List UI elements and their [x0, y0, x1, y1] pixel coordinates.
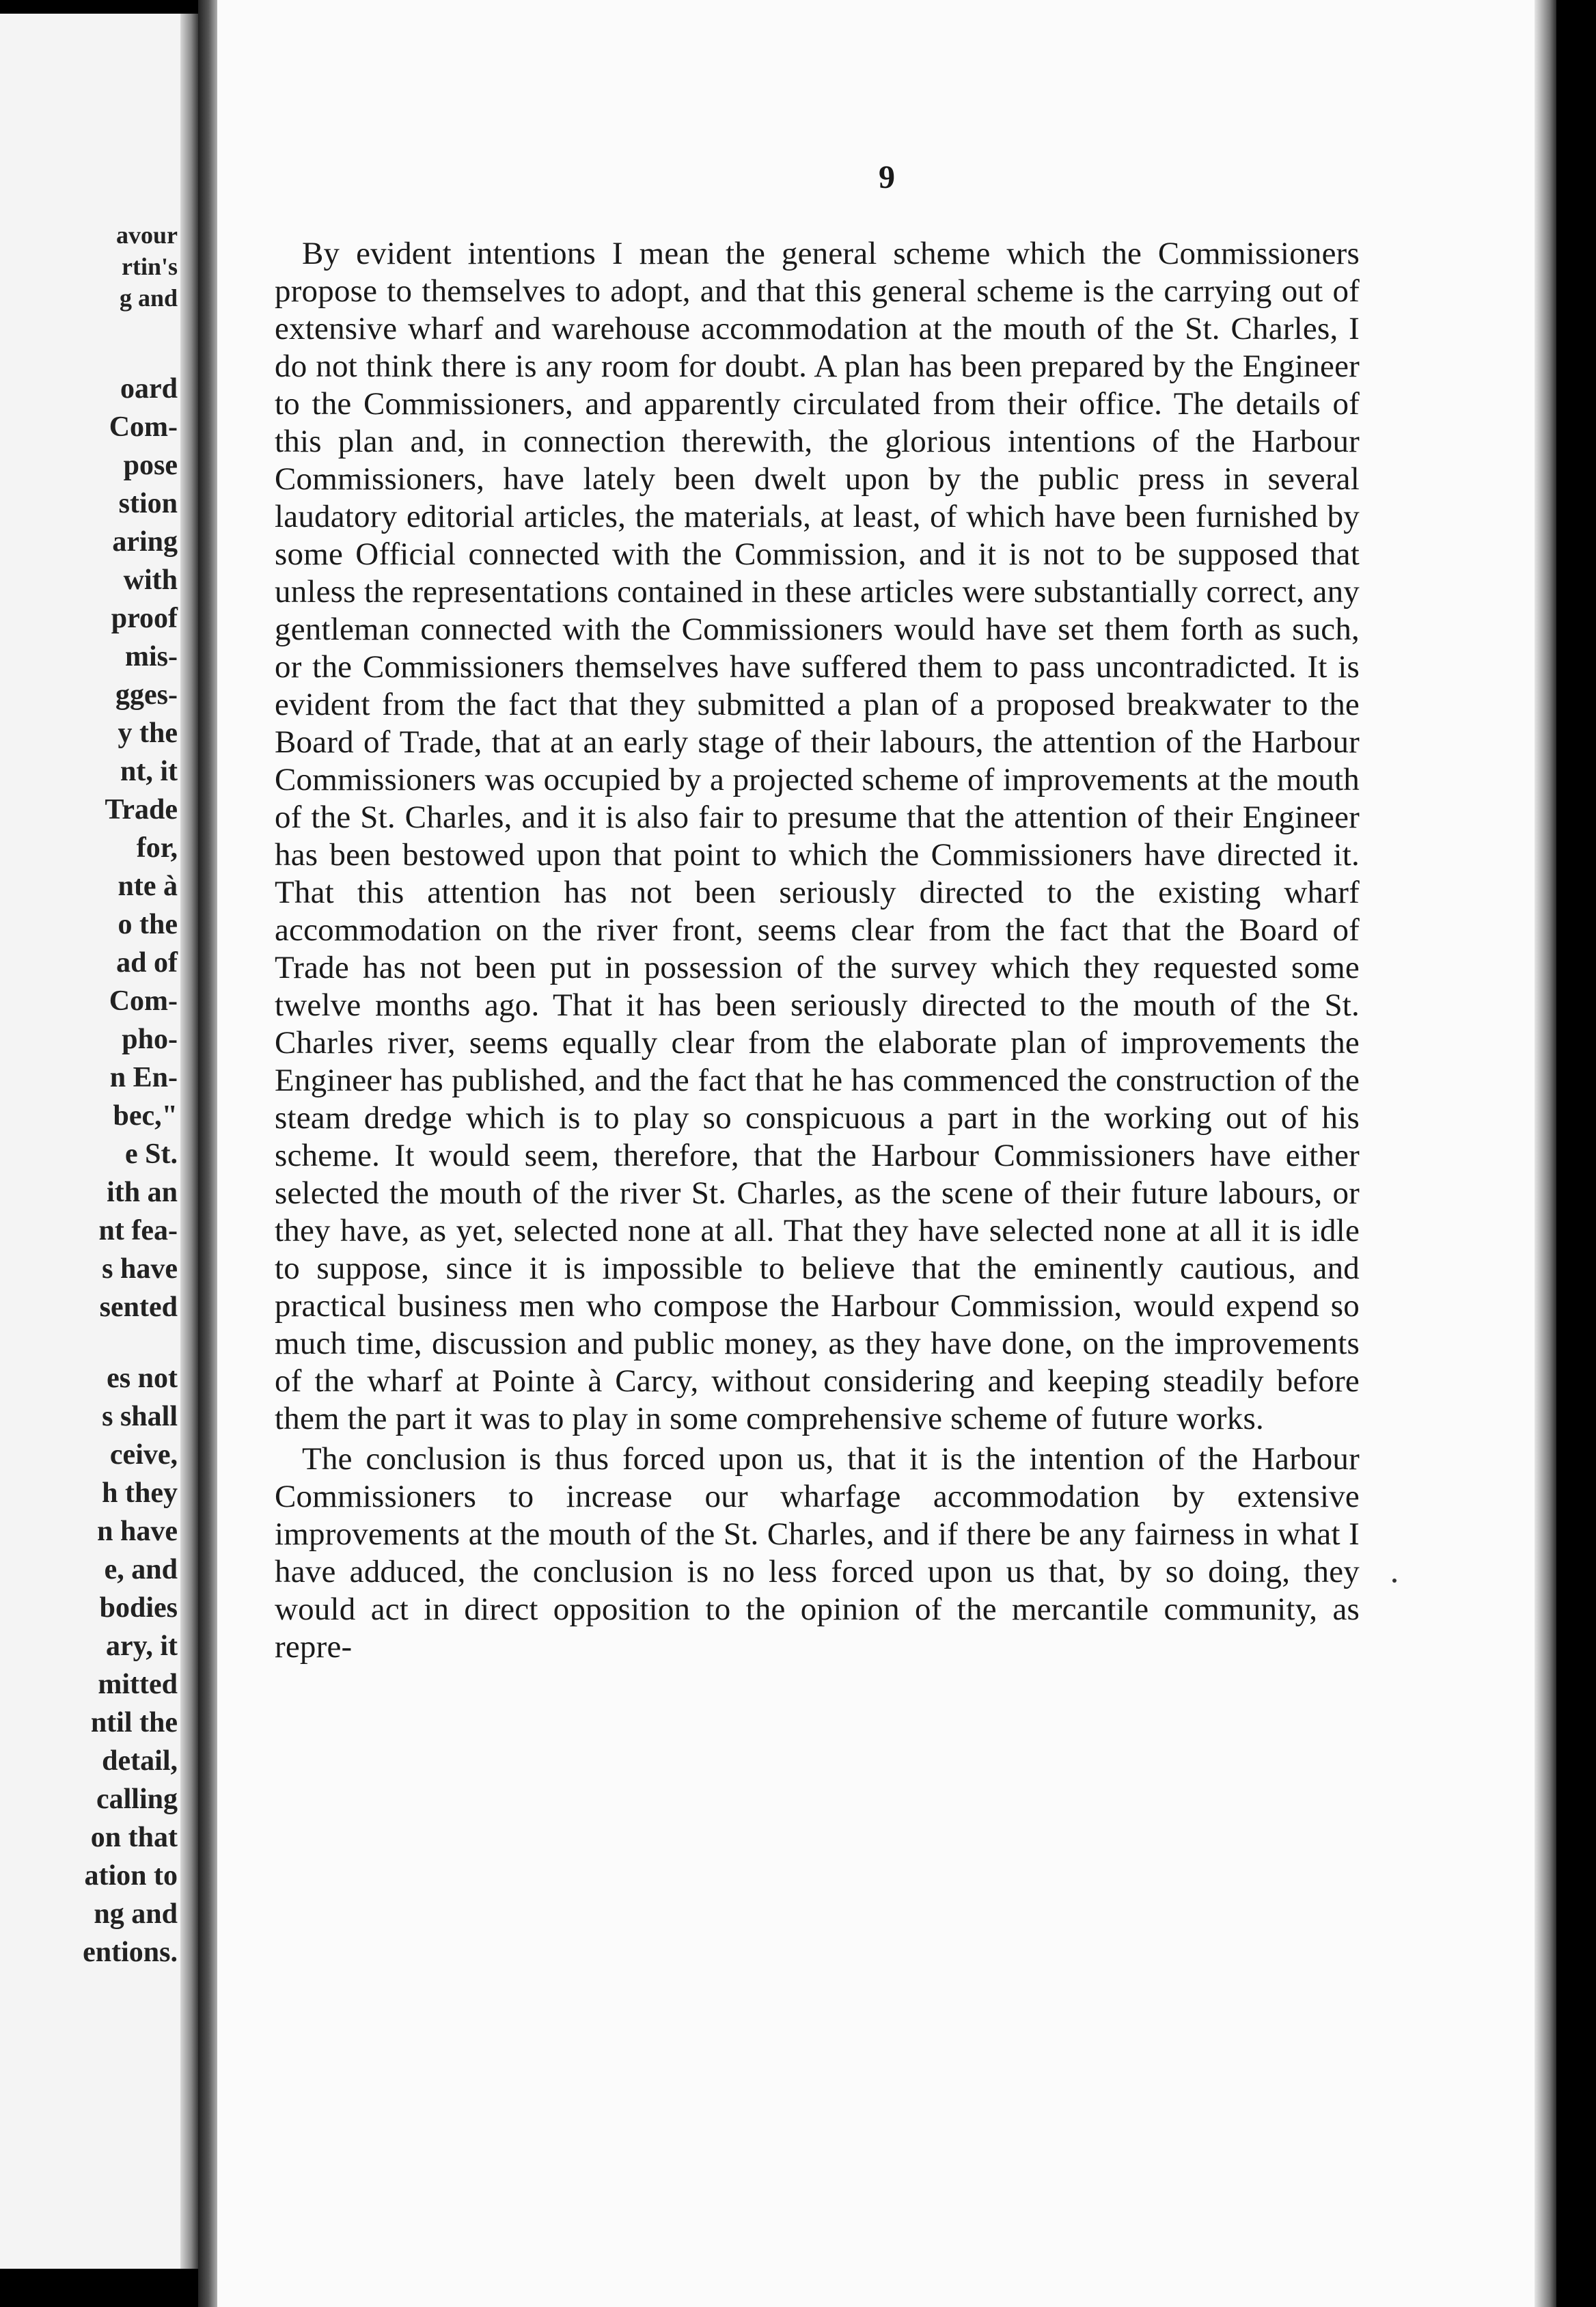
facing-page-line: ng and [94, 1898, 178, 1930]
facing-page-line: aring [112, 526, 178, 558]
facing-page-line: avour [116, 221, 178, 249]
facing-page-line: n En- [109, 1062, 178, 1093]
document-page [217, 0, 1556, 2307]
page-edge-shadow [1535, 0, 1556, 2307]
facing-page-line: ceive, [109, 1439, 178, 1471]
facing-page-line: ntil the [90, 1707, 178, 1738]
facing-page [0, 14, 198, 2269]
facing-page-line: entions. [83, 1937, 178, 1968]
facing-page-line: calling [96, 1784, 178, 1815]
facing-page-line: nt, it [120, 756, 178, 787]
facing-page-line: e, and [104, 1554, 178, 1585]
facing-page-line: es not [107, 1363, 178, 1394]
facing-page-line: Com- [109, 985, 178, 1017]
facing-page-line: with [123, 564, 178, 596]
facing-page-line: pose [123, 450, 178, 481]
facing-page-line: o the [118, 909, 178, 940]
facing-page-line: ation to [84, 1860, 178, 1892]
facing-page-line: s have [102, 1253, 178, 1285]
facing-page-line: y the [118, 718, 178, 749]
facing-page-line: ith an [107, 1177, 178, 1208]
facing-page-line: detail, [102, 1745, 178, 1777]
page-number: 9 [879, 159, 895, 195]
facing-page-line: gges- [115, 679, 178, 711]
facing-page-line: h they [102, 1477, 178, 1509]
facing-page-line: nt fea- [98, 1215, 178, 1246]
facing-page-line: mis- [125, 641, 178, 672]
facing-page-line: on that [90, 1822, 178, 1853]
facing-page-line: g and [119, 284, 178, 312]
facing-page-line: e St. [125, 1138, 178, 1170]
facing-page-line: mitted [98, 1669, 178, 1700]
facing-page-line: ary, it [106, 1630, 178, 1662]
facing-page-line: n have [97, 1516, 178, 1547]
facing-page-line: Com- [109, 411, 178, 443]
body-text [275, 235, 1360, 1666]
facing-page-line: stion [118, 488, 178, 519]
facing-page-line: pho- [122, 1024, 178, 1055]
facing-page-line: oard [120, 373, 178, 405]
paragraph-2: The conclusion is thus forced upon us, that it is the intention of the Harbour Commissioners to increase our wharfage accommodation by extensive improvements at the mouth of the St. Charles, and if there be any fairness in what I have adduced, the conclusion is no less forced upon us that, by so doing, they would act in direct opposition to the opinion of the mercantile community, as repre- [275, 1441, 1360, 1665]
facing-page-line: for, [136, 832, 178, 864]
facing-page-line: Trade [105, 794, 178, 825]
facing-page-line: sented [99, 1292, 178, 1323]
page-fold-shadow [180, 14, 198, 2269]
facing-page-line: nte à [118, 871, 178, 902]
facing-page-line: ad of [116, 947, 178, 979]
facing-page-line: rtin's [121, 253, 178, 280]
facing-page-line: proof [111, 603, 178, 634]
facing-page-line: bec," [113, 1100, 178, 1132]
margin-mark [1392, 1579, 1396, 1583]
book-gutter [198, 0, 219, 2307]
facing-page-line: s shall [102, 1401, 178, 1432]
paragraph-1: By evident intentions I mean the general scheme which the Commissioners propose to themselves to adopt, and that this general scheme is the carrying out of extensive wharf and warehouse accommodation at the mouth of the St. Charles, I do not think there is any room for doubt. A plan has been prepared by the Engineer to the Commissioners, and apparently circulated from their office. The details of this plan and, in connection therewith, the glorious intentions of the Harbour Commissioners, have lately been dwelt upon by the public press in several laudatory editorial articles, the materials, at least, of which have been furnished by some Official connected with the Commission, and it is not to be supposed that unless the representations contained in these articles were substantially correct, any gentleman connected with the Commissioners would have set them forth as such, or the Commissioners themselves have suffered them to pass uncontradicted. It is evident from the fact that they submitted a plan of a proposed breakwater to the Board of Trade, that at an early stage of their labours, the attention of the Harbour Commissioners was occupied by a projected scheme of improvements at the mouth of the St. Charles, and it is also fair to presume that the attention of their Engineer has been bestowed upon that point to which the Commissioners have directed it. That this attention has not been seriously directed to the existing wharf accommodation on the river front, seems clear from the fact that the Board of Trade has not been put in possession of the survey which they requested some twelve months ago. That it has been seriously directed to the mouth of the St. Charles river, seems equally clear from the elaborate plan of improvements the Engineer has published, and the fact that he has commenced the construction of the steam dredge which is to play so conspicuous a part in the working out of his scheme. It would seem, therefore, that the Harbour Commissioners have either selected the mouth of the river St. Charles, as the scene of their future labours, or they have, as yet, selected none at all. That they have selected none at all it is idle to suppose, since it is impossible to believe that the eminently cautious, and practical business men who compose the Harbour Commission, would expend so much time, discussion and public money, as they have done, on the improvements of the wharf at Pointe à Carcy, without considering and keeping steadily before them the part it was to play in some comprehensive scheme of future works. [275, 236, 1360, 1436]
facing-page-line: bodies [99, 1592, 178, 1624]
